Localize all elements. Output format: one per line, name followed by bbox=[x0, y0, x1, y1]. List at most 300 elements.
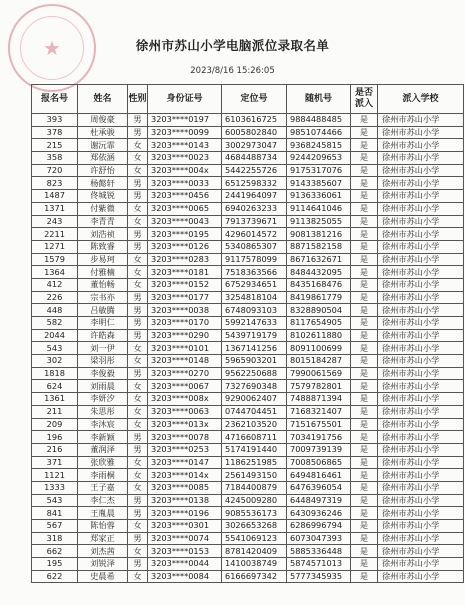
id-number-cell: 3203****004x bbox=[148, 164, 222, 177]
id-number-cell: 3203****0456 bbox=[148, 190, 222, 203]
header-row bbox=[32, 85, 464, 114]
table-row bbox=[32, 152, 464, 165]
id-number-cell: 3203****0170 bbox=[148, 317, 222, 330]
student-name-cell: 付雅楠 bbox=[78, 266, 128, 279]
table-row bbox=[32, 393, 464, 406]
student-name-cell: 刘雨晨 bbox=[78, 380, 128, 393]
gender-cell: 女 bbox=[128, 253, 148, 266]
position-number-cell: 6752934651 bbox=[222, 278, 287, 291]
random-number-cell: 8117654905 bbox=[287, 317, 351, 330]
gender-cell: 男 bbox=[128, 240, 148, 253]
id-number-cell: 3203****0067 bbox=[148, 380, 222, 393]
position-number-cell: 7327690348 bbox=[222, 380, 287, 393]
registration-number-cell: 624 bbox=[32, 380, 78, 393]
id-number-cell: 3203****0153 bbox=[148, 545, 222, 558]
registration-number-cell: 378 bbox=[32, 126, 78, 139]
table-row bbox=[32, 355, 464, 368]
assigned-flag-cell: 是 bbox=[351, 456, 378, 469]
table-body bbox=[32, 114, 464, 583]
registration-number-cell: 196 bbox=[32, 431, 78, 444]
assigned-school-cell: 徐州市苏山小学 bbox=[378, 558, 464, 571]
assigned-school-cell: 徐州市苏山小学 bbox=[378, 215, 464, 228]
gender-cell: 女 bbox=[128, 405, 148, 418]
assigned-school-cell: 徐州市苏山小学 bbox=[378, 139, 464, 152]
assigned-flag-cell: 是 bbox=[351, 507, 378, 520]
position-number-cell: 1410038749 bbox=[222, 558, 287, 571]
student-name-cell: 刘一伊 bbox=[78, 342, 128, 355]
assigned-flag-cell: 是 bbox=[351, 215, 378, 228]
assigned-flag-cell: 是 bbox=[351, 393, 378, 406]
table-row bbox=[32, 431, 464, 444]
student-name-cell: 张欣雅 bbox=[78, 456, 128, 469]
position-number-cell: 3254818104 bbox=[222, 291, 287, 304]
student-name-cell: 李俊毅 bbox=[78, 367, 128, 380]
admission-table bbox=[31, 84, 464, 583]
assigned-school-cell: 徐州市苏山小学 bbox=[378, 507, 464, 520]
assigned-flag-cell: 是 bbox=[351, 520, 378, 533]
id-number-cell: 3203****0283 bbox=[148, 253, 222, 266]
position-number-cell: 4296014572 bbox=[222, 228, 287, 241]
assigned-school-cell: 徐州市苏山小学 bbox=[378, 114, 464, 127]
registration-number-cell: 195 bbox=[32, 558, 78, 571]
gender-cell: 女 bbox=[128, 278, 148, 291]
registration-number-cell: 371 bbox=[32, 456, 78, 469]
assigned-school-cell: 徐州市苏山小学 bbox=[378, 202, 464, 215]
student-name-cell: 谢沅霏 bbox=[78, 139, 128, 152]
table-row bbox=[32, 443, 464, 456]
table-row bbox=[32, 558, 464, 571]
column-header: 定位号 bbox=[222, 85, 287, 114]
registration-number-cell: 302 bbox=[32, 355, 78, 368]
gender-cell: 女 bbox=[128, 520, 148, 533]
table-row bbox=[32, 177, 464, 190]
assigned-flag-cell: 是 bbox=[351, 202, 378, 215]
assigned-flag-cell: 是 bbox=[351, 494, 378, 507]
table-row bbox=[32, 202, 464, 215]
assigned-flag-cell: 是 bbox=[351, 558, 378, 571]
column-header: 性别 bbox=[128, 85, 148, 114]
student-name-cell: 吕敏腾 bbox=[78, 304, 128, 317]
position-number-cell: 2362103520 bbox=[222, 418, 287, 431]
assigned-school-cell: 徐州市苏山小学 bbox=[378, 443, 464, 456]
page-title: 徐州市苏山小学电脑派位录取名单 bbox=[135, 38, 330, 53]
registration-number-cell: 582 bbox=[32, 317, 78, 330]
registration-number-cell: 1818 bbox=[32, 367, 78, 380]
id-number-cell: 3203****0126 bbox=[148, 240, 222, 253]
random-number-cell: 9851074466 bbox=[287, 126, 351, 139]
position-number-cell: 5541069123 bbox=[222, 532, 287, 545]
registration-number-cell: 662 bbox=[32, 545, 78, 558]
assigned-flag-cell: 是 bbox=[351, 253, 378, 266]
registration-number-cell: 841 bbox=[32, 507, 78, 520]
table-row bbox=[32, 494, 464, 507]
registration-number-cell: 412 bbox=[32, 278, 78, 291]
gender-cell: 男 bbox=[128, 228, 148, 241]
assigned-flag-cell: 是 bbox=[351, 139, 378, 152]
position-number-cell: 4684488734 bbox=[222, 152, 287, 165]
assigned-flag-cell: 是 bbox=[351, 545, 378, 558]
random-number-cell: 6430936246 bbox=[287, 507, 351, 520]
table-header bbox=[32, 85, 464, 114]
registration-number-cell: 543 bbox=[32, 342, 78, 355]
position-number-cell: 8781420409 bbox=[222, 545, 287, 558]
random-number-cell: 7168321407 bbox=[287, 405, 351, 418]
gender-cell: 男 bbox=[128, 190, 148, 203]
position-number-cell: 5174191440 bbox=[222, 443, 287, 456]
position-number-cell: 5439719179 bbox=[222, 329, 287, 342]
id-number-cell: 3203****008x bbox=[148, 393, 222, 406]
registration-number-cell: 318 bbox=[32, 532, 78, 545]
registration-number-cell: 2211 bbox=[32, 228, 78, 241]
assigned-flag-cell: 是 bbox=[351, 126, 378, 139]
id-number-cell: 3203****0044 bbox=[148, 558, 222, 571]
random-number-cell: 9175317076 bbox=[287, 164, 351, 177]
assigned-school-cell: 徐州市苏山小学 bbox=[378, 405, 464, 418]
id-number-cell: 3203****0085 bbox=[148, 481, 222, 494]
random-number-cell: 8435168476 bbox=[287, 278, 351, 291]
assigned-flag-cell: 是 bbox=[351, 481, 378, 494]
position-number-cell: 4245009280 bbox=[222, 494, 287, 507]
student-name-cell: 李妍汐 bbox=[78, 393, 128, 406]
gender-cell: 男 bbox=[128, 367, 148, 380]
column-header: 身份证号 bbox=[148, 85, 222, 114]
position-number-cell: 6512598332 bbox=[222, 177, 287, 190]
id-number-cell: 3203****0043 bbox=[148, 215, 222, 228]
assigned-school-cell: 徐州市苏山小学 bbox=[378, 164, 464, 177]
id-number-cell: 3203****0023 bbox=[148, 152, 222, 165]
table-row bbox=[32, 240, 464, 253]
assigned-school-cell: 徐州市苏山小学 bbox=[378, 253, 464, 266]
column-header: 是否派入 bbox=[351, 85, 378, 114]
random-number-cell: 9143385607 bbox=[287, 177, 351, 190]
table-row bbox=[32, 342, 464, 355]
gender-cell: 男 bbox=[128, 177, 148, 190]
gender-cell: 男 bbox=[128, 431, 148, 444]
student-name-cell: 刘锐泽 bbox=[78, 558, 128, 571]
student-name-cell: 朱思彤 bbox=[78, 405, 128, 418]
student-name-cell: 郑家正 bbox=[78, 532, 128, 545]
id-number-cell: 3203****0033 bbox=[148, 177, 222, 190]
registration-number-cell: 1487 bbox=[32, 190, 78, 203]
id-number-cell: 3203****0152 bbox=[148, 278, 222, 291]
assigned-flag-cell: 是 bbox=[351, 342, 378, 355]
position-number-cell: 6940263233 bbox=[222, 202, 287, 215]
assigned-flag-cell: 是 bbox=[351, 418, 378, 431]
id-number-cell: 3203****0138 bbox=[148, 494, 222, 507]
random-number-cell: 8419861779 bbox=[287, 291, 351, 304]
id-number-cell: 3203****0290 bbox=[148, 329, 222, 342]
random-number-cell: 6286996794 bbox=[287, 520, 351, 533]
table-row bbox=[32, 304, 464, 317]
student-name-cell: 杜承骏 bbox=[78, 126, 128, 139]
assigned-school-cell: 徐州市苏山小学 bbox=[378, 152, 464, 165]
assigned-school-cell: 徐州市苏山小学 bbox=[378, 126, 464, 139]
assigned-school-cell: 徐州市苏山小学 bbox=[378, 393, 464, 406]
assigned-flag-cell: 是 bbox=[351, 367, 378, 380]
id-number-cell: 3203****0301 bbox=[148, 520, 222, 533]
table-row bbox=[32, 469, 464, 482]
assigned-flag-cell: 是 bbox=[351, 355, 378, 368]
id-number-cell: 3203****0196 bbox=[148, 507, 222, 520]
random-number-cell: 8484432095 bbox=[287, 266, 351, 279]
registration-number-cell: 567 bbox=[32, 520, 78, 533]
gender-cell: 男 bbox=[128, 558, 148, 571]
gender-cell: 男 bbox=[128, 443, 148, 456]
gender-cell: 女 bbox=[128, 164, 148, 177]
gender-cell: 女 bbox=[128, 139, 148, 152]
position-number-cell: 5340865307 bbox=[222, 240, 287, 253]
position-number-cell: 9085536173 bbox=[222, 507, 287, 520]
table-row bbox=[32, 139, 464, 152]
id-number-cell: 3203****0197 bbox=[148, 114, 222, 127]
random-number-cell: 8871582158 bbox=[287, 240, 351, 253]
assigned-flag-cell: 是 bbox=[351, 240, 378, 253]
random-number-cell: 7990061569 bbox=[287, 367, 351, 380]
table-row bbox=[32, 278, 464, 291]
student-name-cell: 郑依涵 bbox=[78, 152, 128, 165]
position-number-cell: 6005802840 bbox=[222, 126, 287, 139]
student-name-cell: 陈怡蓉 bbox=[78, 520, 128, 533]
assigned-flag-cell: 是 bbox=[351, 190, 378, 203]
position-number-cell: 0744704451 bbox=[222, 405, 287, 418]
registration-number-cell: 1361 bbox=[32, 393, 78, 406]
id-number-cell: 3203****0195 bbox=[148, 228, 222, 241]
random-number-cell: 9081381216 bbox=[287, 228, 351, 241]
position-number-cell: 5442255726 bbox=[222, 164, 287, 177]
gender-cell: 女 bbox=[128, 152, 148, 165]
registration-number-cell: 2044 bbox=[32, 329, 78, 342]
assigned-school-cell: 徐州市苏山小学 bbox=[378, 266, 464, 279]
id-number-cell: 3203****0099 bbox=[148, 126, 222, 139]
assigned-school-cell: 徐州市苏山小学 bbox=[378, 177, 464, 190]
table-row bbox=[32, 380, 464, 393]
gender-cell: 女 bbox=[128, 393, 148, 406]
registration-number-cell: 215 bbox=[32, 139, 78, 152]
assigned-school-cell: 徐州市苏山小学 bbox=[378, 456, 464, 469]
registration-number-cell: 226 bbox=[32, 291, 78, 304]
assigned-flag-cell: 是 bbox=[351, 266, 378, 279]
registration-number-cell: 622 bbox=[32, 570, 78, 583]
student-name-cell: 董润泽 bbox=[78, 443, 128, 456]
column-header: 姓名 bbox=[78, 85, 128, 114]
table-row bbox=[32, 164, 464, 177]
assigned-flag-cell: 是 bbox=[351, 443, 378, 456]
table-row bbox=[32, 367, 464, 380]
table-row bbox=[32, 456, 464, 469]
position-number-cell: 4716608711 bbox=[222, 431, 287, 444]
random-number-cell: 7009739139 bbox=[287, 443, 351, 456]
table-row bbox=[32, 329, 464, 342]
gender-cell: 男 bbox=[128, 317, 148, 330]
gender-cell: 男 bbox=[128, 507, 148, 520]
gender-cell: 女 bbox=[128, 355, 148, 368]
position-number-cell: 9290062407 bbox=[222, 393, 287, 406]
registration-number-cell: 211 bbox=[32, 405, 78, 418]
student-name-cell: 梁羽彤 bbox=[78, 355, 128, 368]
gender-cell: 女 bbox=[128, 481, 148, 494]
random-number-cell: 8328890504 bbox=[287, 304, 351, 317]
random-number-cell: 6073047393 bbox=[287, 532, 351, 545]
position-number-cell: 9562250688 bbox=[222, 367, 287, 380]
assigned-flag-cell: 是 bbox=[351, 431, 378, 444]
id-number-cell: 3203****0074 bbox=[148, 532, 222, 545]
random-number-cell: 5885336448 bbox=[287, 545, 351, 558]
gender-cell: 女 bbox=[128, 545, 148, 558]
student-name-cell: 杨懿轩 bbox=[78, 177, 128, 190]
student-name-cell: 李青青 bbox=[78, 215, 128, 228]
random-number-cell: 6494816461 bbox=[287, 469, 351, 482]
column-header: 报名号 bbox=[32, 85, 78, 114]
id-number-cell: 3203****0148 bbox=[148, 355, 222, 368]
position-number-cell: 6103616725 bbox=[222, 114, 287, 127]
random-number-cell: 6448497319 bbox=[287, 494, 351, 507]
assigned-flag-cell: 是 bbox=[351, 329, 378, 342]
student-name-cell: 付紫微 bbox=[78, 202, 128, 215]
registration-number-cell: 209 bbox=[32, 418, 78, 431]
assigned-flag-cell: 是 bbox=[351, 380, 378, 393]
assigned-school-cell: 徐州市苏山小学 bbox=[378, 291, 464, 304]
random-number-cell: 9244209653 bbox=[287, 152, 351, 165]
student-name-cell: 王胤晨 bbox=[78, 507, 128, 520]
student-name-cell: 王子嘉 bbox=[78, 481, 128, 494]
assigned-school-cell: 徐州市苏山小学 bbox=[378, 342, 464, 355]
column-header: 随机号 bbox=[287, 85, 351, 114]
random-number-cell: 8015184287 bbox=[287, 355, 351, 368]
gender-cell: 女 bbox=[128, 380, 148, 393]
registration-number-cell: 393 bbox=[32, 114, 78, 127]
assigned-school-cell: 徐州市苏山小学 bbox=[378, 380, 464, 393]
assigned-school-cell: 徐州市苏山小学 bbox=[378, 228, 464, 241]
table-row bbox=[32, 317, 464, 330]
assigned-school-cell: 徐州市苏山小学 bbox=[378, 304, 464, 317]
assigned-flag-cell: 是 bbox=[351, 114, 378, 127]
student-name-cell: 周俊豪 bbox=[78, 114, 128, 127]
id-number-cell: 3203****0084 bbox=[148, 570, 222, 583]
random-number-cell: 7151675501 bbox=[287, 418, 351, 431]
id-number-cell: 3203****0063 bbox=[148, 405, 222, 418]
id-number-cell: 3203****013x bbox=[148, 418, 222, 431]
random-number-cell: 9368245815 bbox=[287, 139, 351, 152]
registration-number-cell: 543 bbox=[32, 494, 78, 507]
table-row bbox=[32, 545, 464, 558]
assigned-flag-cell: 是 bbox=[351, 532, 378, 545]
position-number-cell: 3002973047 bbox=[222, 139, 287, 152]
assigned-flag-cell: 是 bbox=[351, 152, 378, 165]
assigned-flag-cell: 是 bbox=[351, 164, 378, 177]
student-name-cell: 刘杰茜 bbox=[78, 545, 128, 558]
table-row bbox=[32, 114, 464, 127]
id-number-cell: 3203****0253 bbox=[148, 443, 222, 456]
table-row bbox=[32, 291, 464, 304]
registration-number-cell: 1333 bbox=[32, 481, 78, 494]
table-row bbox=[32, 570, 464, 583]
gender-cell: 女 bbox=[128, 469, 148, 482]
assigned-school-cell: 徐州市苏山小学 bbox=[378, 520, 464, 533]
assigned-flag-cell: 是 bbox=[351, 278, 378, 291]
student-name-cell: 李新颖 bbox=[78, 431, 128, 444]
position-number-cell: 6748093103 bbox=[222, 304, 287, 317]
random-number-cell: 5777345935 bbox=[287, 570, 351, 583]
random-number-cell: 7008506865 bbox=[287, 456, 351, 469]
position-number-cell: 7913739671 bbox=[222, 215, 287, 228]
column-header: 派入学校 bbox=[378, 85, 464, 114]
registration-number-cell: 1371 bbox=[32, 202, 78, 215]
registration-number-cell: 216 bbox=[32, 443, 78, 456]
assigned-school-cell: 徐州市苏山小学 bbox=[378, 418, 464, 431]
registration-number-cell: 1121 bbox=[32, 469, 78, 482]
id-number-cell: 3203****0270 bbox=[148, 367, 222, 380]
id-number-cell: 3203****0143 bbox=[148, 139, 222, 152]
id-number-cell: 3203****0065 bbox=[148, 202, 222, 215]
registration-number-cell: 1364 bbox=[32, 266, 78, 279]
assigned-school-cell: 徐州市苏山小学 bbox=[378, 278, 464, 291]
student-name-cell: 李仁杰 bbox=[78, 494, 128, 507]
table-row bbox=[32, 253, 464, 266]
id-number-cell: 3203****0038 bbox=[148, 304, 222, 317]
assigned-school-cell: 徐州市苏山小学 bbox=[378, 545, 464, 558]
gender-cell: 女 bbox=[128, 418, 148, 431]
random-number-cell: 9884488485 bbox=[287, 114, 351, 127]
random-number-cell: 8102611880 bbox=[287, 329, 351, 342]
student-name-cell: 许皓森 bbox=[78, 329, 128, 342]
position-number-cell: 3026653268 bbox=[222, 520, 287, 533]
registration-number-cell: 1579 bbox=[32, 253, 78, 266]
assigned-flag-cell: 是 bbox=[351, 570, 378, 583]
table-row bbox=[32, 228, 464, 241]
registration-number-cell: 1271 bbox=[32, 240, 78, 253]
assigned-school-cell: 徐州市苏山小学 bbox=[378, 190, 464, 203]
assigned-flag-cell: 是 bbox=[351, 291, 378, 304]
id-number-cell: 3203****0078 bbox=[148, 431, 222, 444]
random-number-cell: 6476396054 bbox=[287, 481, 351, 494]
random-number-cell: 5874571013 bbox=[287, 558, 351, 571]
gender-cell: 女 bbox=[128, 215, 148, 228]
gender-cell: 男 bbox=[128, 494, 148, 507]
registration-number-cell: 358 bbox=[32, 152, 78, 165]
gender-cell: 男 bbox=[128, 114, 148, 127]
assigned-flag-cell: 是 bbox=[351, 405, 378, 418]
student-name-cell: 史晨希 bbox=[78, 570, 128, 583]
random-number-cell: 9113825055 bbox=[287, 215, 351, 228]
assigned-school-cell: 徐州市苏山小学 bbox=[378, 532, 464, 545]
registration-number-cell: 720 bbox=[32, 164, 78, 177]
position-number-cell: 5992147633 bbox=[222, 317, 287, 330]
id-number-cell: 3203****0177 bbox=[148, 291, 222, 304]
student-name-cell: 董怡畅 bbox=[78, 278, 128, 291]
star-icon: ★ bbox=[43, 36, 61, 60]
gender-cell: 男 bbox=[128, 126, 148, 139]
id-number-cell: 3203****0101 bbox=[148, 342, 222, 355]
gender-cell: 男 bbox=[128, 329, 148, 342]
assigned-flag-cell: 是 bbox=[351, 228, 378, 241]
registration-number-cell: 448 bbox=[32, 304, 78, 317]
gender-cell: 男 bbox=[128, 304, 148, 317]
student-name-cell: 许舒怡 bbox=[78, 164, 128, 177]
table-row bbox=[32, 418, 464, 431]
assigned-school-cell: 徐州市苏山小学 bbox=[378, 481, 464, 494]
position-number-cell: 1186251985 bbox=[222, 456, 287, 469]
table-row bbox=[32, 405, 464, 418]
random-number-cell: 9136336061 bbox=[287, 190, 351, 203]
table-row bbox=[32, 532, 464, 545]
position-number-cell: 2441964097 bbox=[222, 190, 287, 203]
table-row bbox=[32, 126, 464, 139]
table-row bbox=[32, 266, 464, 279]
id-number-cell: 3203****0181 bbox=[148, 266, 222, 279]
student-name-cell: 李雨桐 bbox=[78, 469, 128, 482]
random-number-cell: 7034191756 bbox=[287, 431, 351, 444]
assigned-school-cell: 徐州市苏山小学 bbox=[378, 494, 464, 507]
